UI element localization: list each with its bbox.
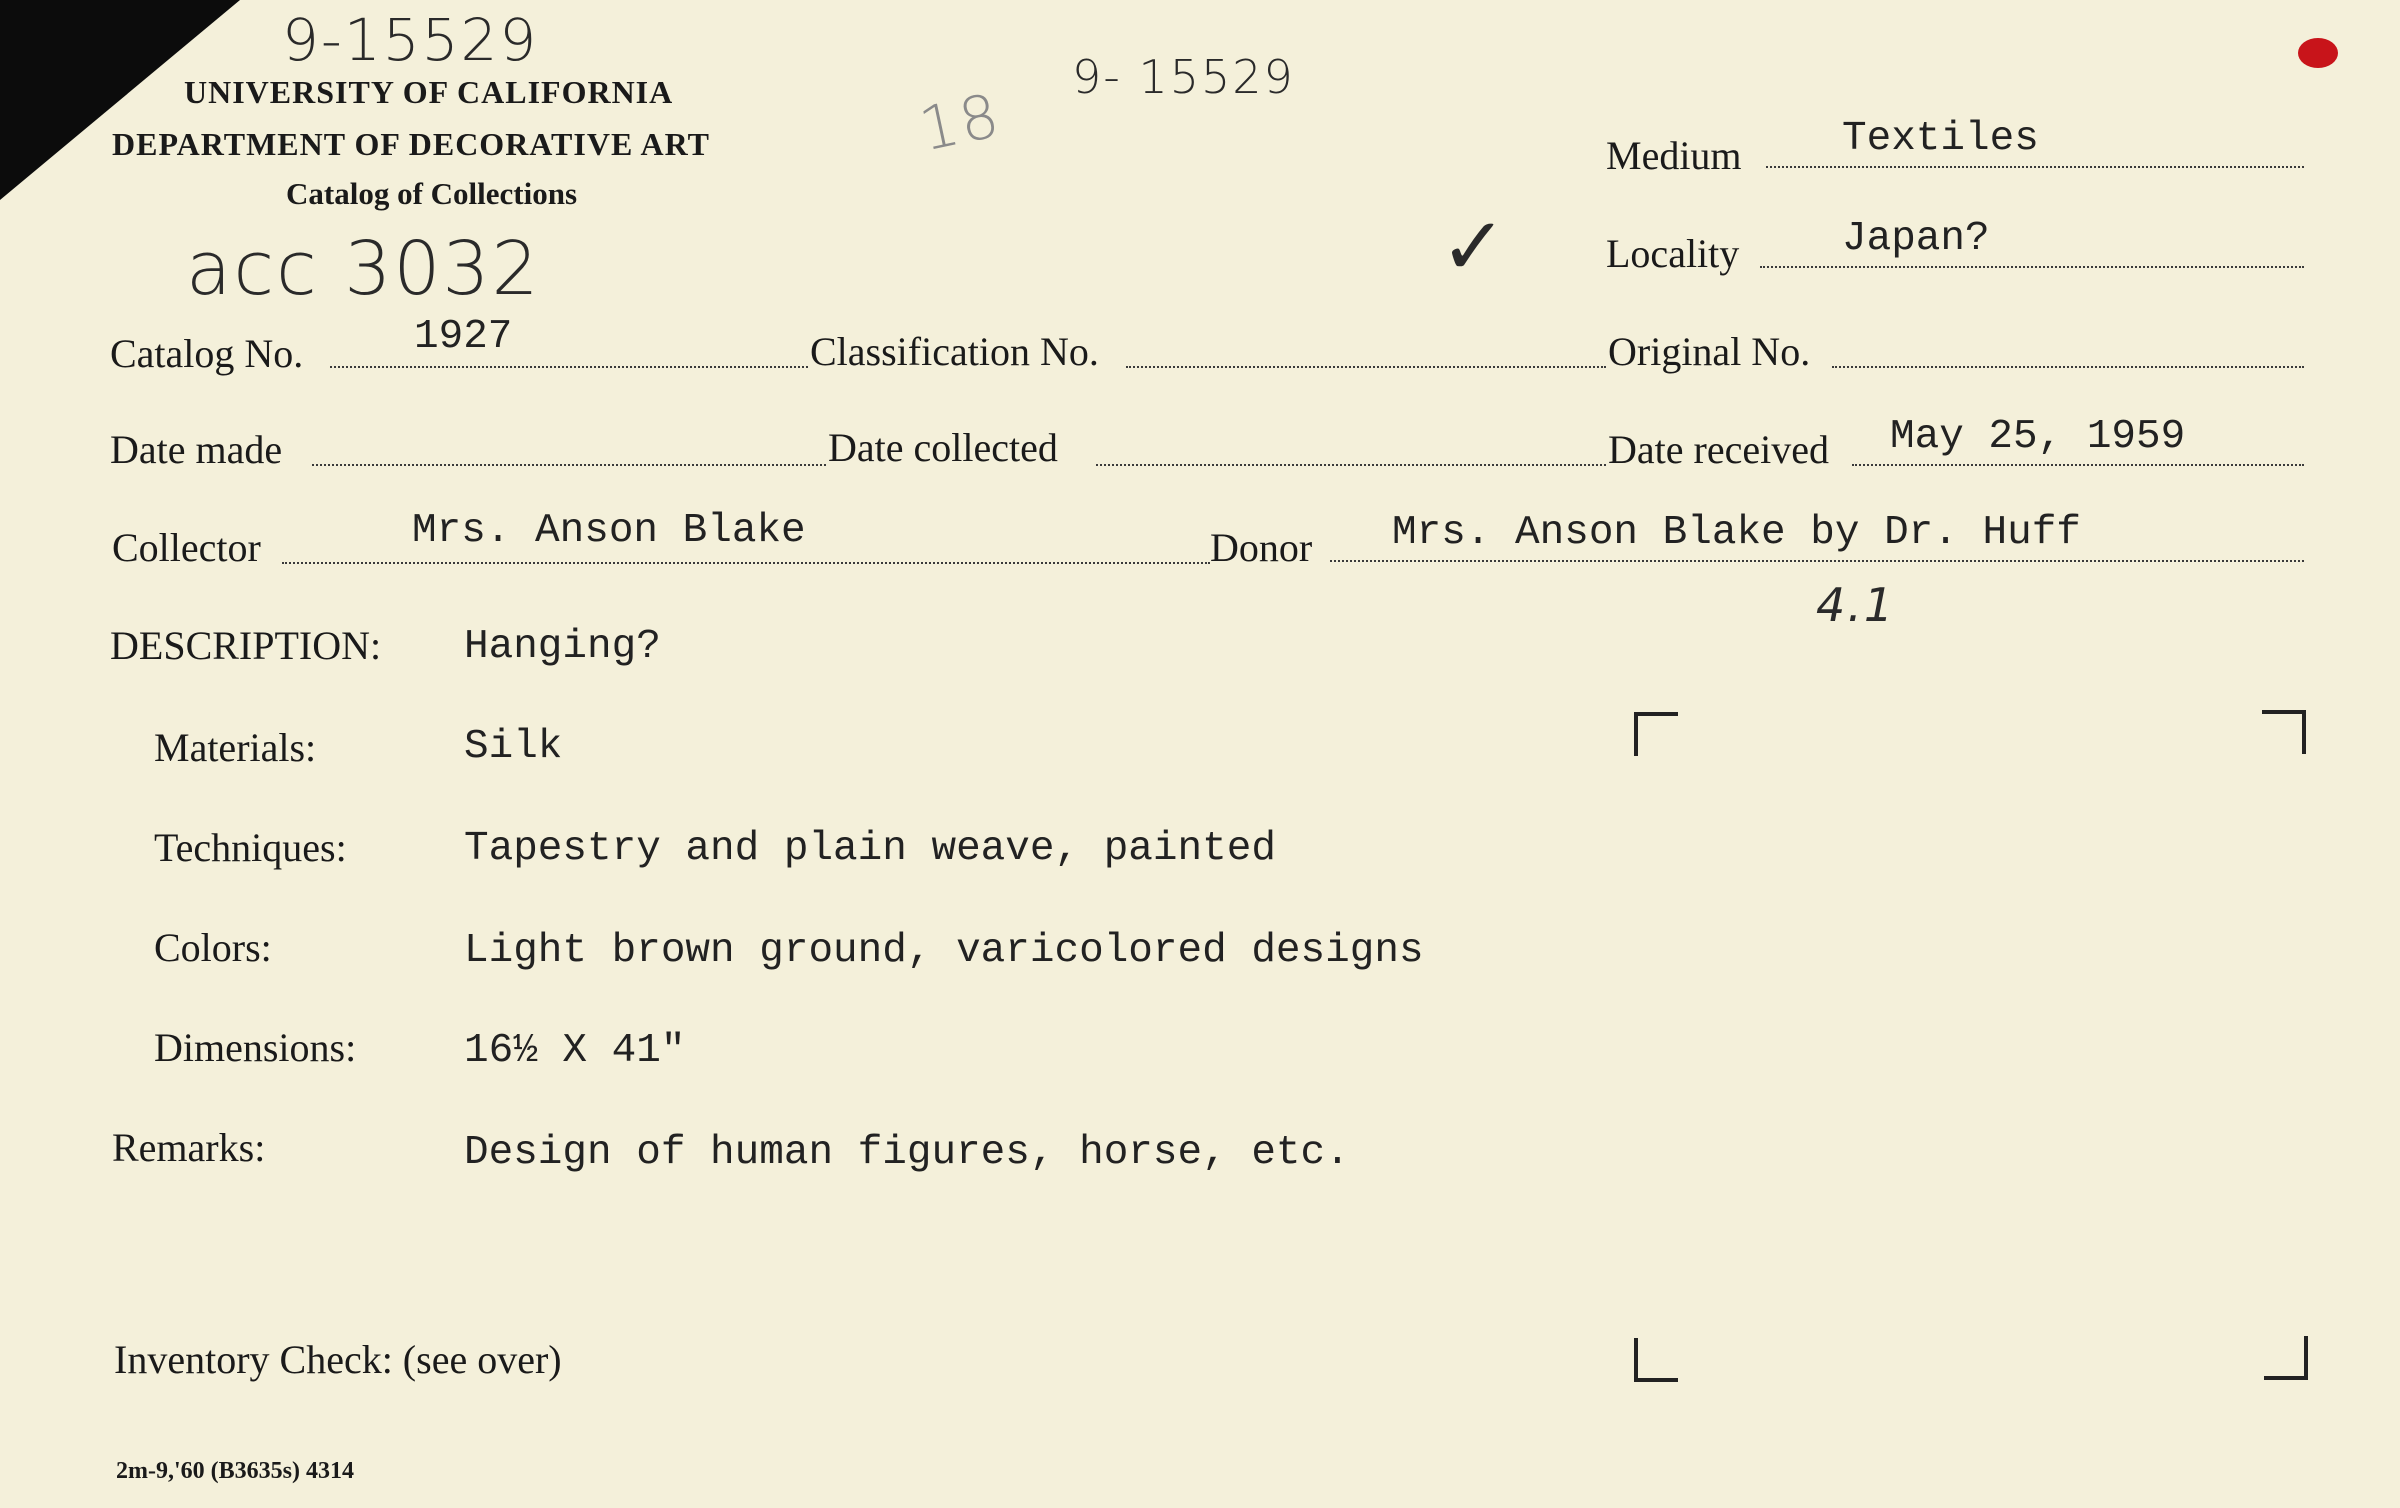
- collector-value: Mrs. Anson Blake: [412, 508, 806, 554]
- locality-value: Japan?: [1842, 216, 1990, 262]
- photo-bracket-bottom-right: [2264, 1336, 2308, 1380]
- medium-line: [1766, 166, 2304, 168]
- original-line: [1832, 366, 2304, 368]
- remarks-value: Design of human figures, horse, etc.: [464, 1130, 1350, 1176]
- date-received-value: May 25, 1959: [1890, 414, 2186, 460]
- photo-bracket-top-right: [2262, 710, 2306, 754]
- checkmark-icon: ✓: [1440, 200, 1510, 293]
- materials-value: Silk: [464, 724, 563, 770]
- remarks-label: Remarks:: [112, 1125, 266, 1170]
- collector-label: Collector: [112, 525, 261, 570]
- handwritten-note: 4.1: [1816, 578, 1896, 632]
- medium-label: Medium: [1606, 133, 1742, 178]
- description-label: DESCRIPTION:: [110, 623, 382, 668]
- medium-value: Textiles: [1842, 116, 2039, 162]
- techniques-label: Techniques:: [154, 825, 347, 870]
- photo-bracket-bottom-left: [1634, 1338, 1678, 1382]
- handwritten-second-number: 9- 15529: [1072, 50, 1295, 104]
- red-mark: [2298, 38, 2338, 68]
- locality-line: [1760, 266, 2304, 268]
- dimensions-label: Dimensions:: [154, 1025, 357, 1070]
- date-made-line: [312, 464, 826, 466]
- footer-code: 2m-9,'60 (B3635s) 4314: [116, 1458, 354, 1484]
- catalog-label: Catalog No.: [110, 331, 304, 376]
- handwritten-accession: acc 3032: [186, 226, 541, 312]
- inventory-check: Inventory Check: (see over): [114, 1337, 562, 1382]
- locality-label: Locality: [1606, 231, 1740, 276]
- date-collected-label: Date collected: [828, 425, 1058, 470]
- techniques-value: Tapestry and plain weave, painted: [464, 826, 1276, 872]
- catalog-line: [330, 366, 808, 368]
- donor-value: Mrs. Anson Blake by Dr. Huff: [1392, 510, 2081, 556]
- original-label: Original No.: [1608, 329, 1811, 374]
- date-made-label: Date made: [110, 427, 283, 472]
- dimensions-value: 16½ X 41": [464, 1028, 686, 1074]
- date-received-line: [1852, 464, 2304, 466]
- date-collected-line: [1096, 464, 1606, 466]
- materials-label: Materials:: [154, 725, 317, 770]
- handwritten-scribble: 18: [913, 80, 1007, 166]
- colors-value: Light brown ground, varicolored designs: [464, 928, 1424, 974]
- handwritten-top-number: 9-15529: [282, 6, 539, 74]
- header-university: UNIVERSITY OF CALIFORNIA: [184, 74, 674, 110]
- collector-line: [282, 562, 1210, 564]
- colors-label: Colors:: [154, 925, 272, 970]
- classification-label: Classification No.: [810, 329, 1099, 374]
- photo-bracket-top-left: [1634, 712, 1678, 756]
- header-department: DEPARTMENT OF DECORATIVE ART: [112, 126, 710, 162]
- donor-label: Donor: [1210, 525, 1313, 570]
- description-value: Hanging?: [464, 624, 661, 670]
- catalog-value: 1927: [414, 314, 513, 360]
- header-catalog: Catalog of Collections: [286, 176, 578, 211]
- donor-line: [1330, 560, 2304, 562]
- classification-line: [1126, 366, 1606, 368]
- date-received-label: Date received: [1608, 427, 1829, 472]
